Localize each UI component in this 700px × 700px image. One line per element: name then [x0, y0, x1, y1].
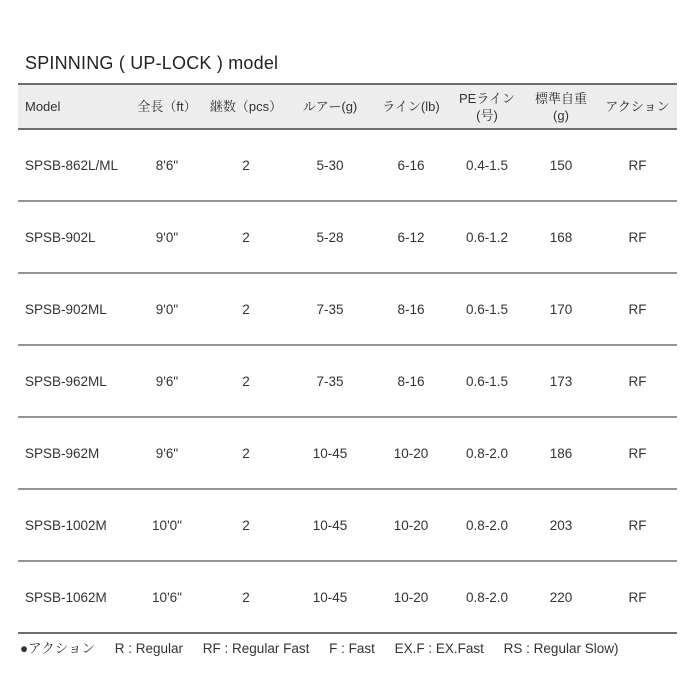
action-legend-item-exf: EX.F : EX.Fast: [394, 641, 484, 656]
table-header-row: [18, 84, 677, 129]
table-row: [18, 273, 677, 345]
cell-pieces: 2: [204, 489, 288, 561]
action-legend-item-f: F : Fast: [329, 641, 375, 656]
cell-line: 8-16: [372, 273, 450, 345]
action-legend: [20, 640, 682, 658]
cell-weight: 186: [524, 417, 598, 489]
cell-model: SPSB-902L: [18, 201, 130, 273]
action-legend-item-rs: RS : Regular Slow): [503, 641, 619, 656]
cell-weight: 173: [524, 345, 598, 417]
cell-model: SPSB-862L/ML: [18, 129, 130, 201]
column-header-pe-line-top: PEライン: [459, 90, 515, 106]
column-header-pe-line: [450, 84, 524, 129]
cell-length: 10'6": [152, 589, 182, 605]
cell-model: SPSB-1062M: [25, 589, 107, 605]
cell-action: RF: [598, 273, 677, 345]
table-row: [18, 345, 677, 417]
cell-action: RF: [628, 589, 647, 605]
cell-lure: 10-45: [288, 489, 372, 561]
column-header-weight-bottom: (g): [553, 107, 569, 123]
cell-pe: 0.6-1.2: [450, 201, 524, 273]
cell-pe: 0.8-2.0: [450, 417, 524, 489]
column-header-length: 全長（ft）: [130, 84, 204, 129]
cell-length: 9'6": [130, 417, 204, 489]
table-row: [18, 417, 677, 489]
cell-action: RF: [598, 489, 677, 561]
cell-length: 10'0": [130, 489, 204, 561]
cell-action: RF: [598, 201, 677, 273]
action-legend-item-rf: RF : Regular Fast: [202, 641, 310, 656]
cell-line: 6-16: [372, 129, 450, 201]
cell-lure: 10-45: [312, 589, 348, 605]
column-header-line: ライン(lb): [372, 84, 450, 129]
cell-pieces: 2: [204, 201, 288, 273]
cell-pe: 0.8-2.0: [450, 489, 524, 561]
column-header-weight-top: 標準自重: [534, 90, 587, 106]
cell-action: RF: [598, 345, 677, 417]
cell-model: SPSB-902ML: [18, 273, 130, 345]
cell-weight: 203: [524, 489, 598, 561]
cell-model: SPSB-962ML: [18, 345, 130, 417]
column-header-lure: ルアー(g): [288, 84, 372, 129]
column-header-pe-line-bottom: (号): [476, 107, 498, 123]
page-title: SPINNING ( UP-LOCK ) model: [25, 53, 279, 73]
table-row: [18, 561, 677, 633]
cell-lure: 7-35: [288, 273, 372, 345]
column-header-weight: [524, 84, 598, 129]
cell-pe: 0.6-1.5: [450, 273, 524, 345]
cell-line: 8-16: [372, 345, 450, 417]
cell-weight: 168: [524, 201, 598, 273]
cell-line: 6-12: [372, 201, 450, 273]
cell-lure: 5-28: [288, 201, 372, 273]
cell-pieces: 2: [204, 273, 288, 345]
table-row: [18, 489, 677, 561]
cell-lure: 5-30: [288, 129, 372, 201]
cell-length: 8'6": [130, 129, 204, 201]
cell-model: SPSB-1002M: [18, 489, 130, 561]
cell-lure: 7-35: [288, 345, 372, 417]
column-header-action: アクション: [598, 84, 677, 129]
cell-line: 10-20: [372, 417, 450, 489]
cell-length: 9'6": [130, 345, 204, 417]
cell-weight: 220: [549, 589, 573, 605]
table-row: [18, 201, 677, 273]
cell-action: RF: [598, 417, 677, 489]
cell-length: 9'0": [130, 201, 204, 273]
cell-pieces: 2: [204, 417, 288, 489]
cell-model: SPSB-962M: [18, 417, 130, 489]
column-header-pieces: 継数（pcs）: [204, 84, 288, 129]
cell-weight: 150: [524, 129, 598, 201]
cell-pe: 0.8-2.0: [465, 589, 509, 605]
cell-pe: 0.4-1.5: [450, 129, 524, 201]
action-legend-item-r: R : Regular: [114, 641, 184, 656]
cell-pe: 0.6-1.5: [450, 345, 524, 417]
cell-pieces: 2: [204, 129, 288, 201]
cell-lure: 10-45: [288, 417, 372, 489]
cell-length: 9'0": [130, 273, 204, 345]
cell-weight: 170: [524, 273, 598, 345]
spec-table: [18, 83, 677, 634]
action-legend-label: ●アクション: [20, 641, 95, 656]
column-header-model: Model: [18, 84, 130, 129]
cell-pieces: 2: [204, 345, 288, 417]
cell-pieces: 2: [242, 589, 250, 605]
cell-line: 10-20: [393, 589, 429, 605]
cell-action: RF: [598, 129, 677, 201]
table-row: [18, 129, 677, 201]
cell-line: 10-20: [372, 489, 450, 561]
